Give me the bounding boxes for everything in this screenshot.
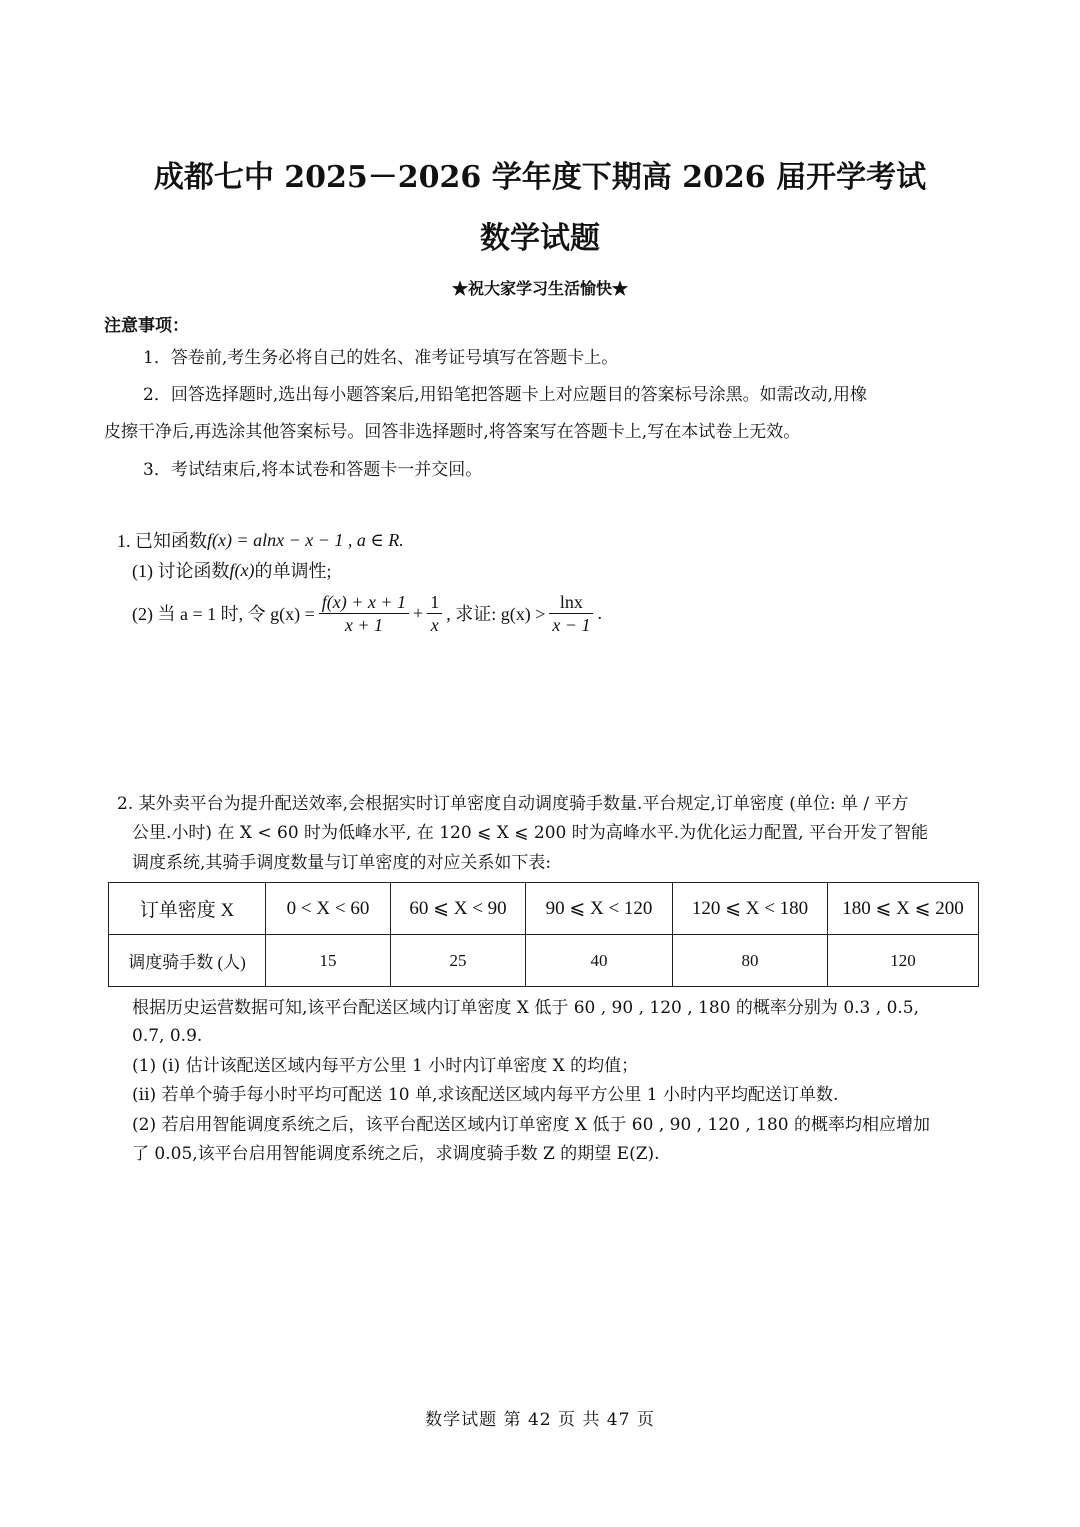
q1-stem-prefix: 1. 已知函数: [117, 531, 207, 551]
notice-item-2-line1: 2．回答选择题时,选出每小题答案后,用铅笔把答题卡上对应题目的答案标号涂黑。如需改动,用橡: [143, 385, 868, 405]
question-2-line-3: 调度系统,其骑手调度数量与订单密度的对应关系如下表:: [132, 853, 552, 873]
table-cell: 80: [673, 935, 828, 987]
fraction-denominator: x − 1: [552, 614, 591, 635]
table-cell: 25: [391, 935, 526, 987]
table-cell: 40: [526, 935, 673, 987]
question-2-after-1: 根据历史运营数据可知,该平台配送区域内订单密度 X 低于 60 , 90 , 120 , 180 的概率分别为 0.3 , 0.5,: [132, 998, 920, 1018]
question-2-part-1-ii: (ii) 若单个骑手每小时平均可配送 10 单,求该配送区域内每平方公里 1 小时内平均配送订单数.: [132, 1085, 839, 1105]
question-2-part-1-i: (1) (i) 估计该配送区域内每平方公里 1 小时内订单密度 X 的均值；: [132, 1056, 639, 1076]
exam-subtitle: 数学试题: [480, 221, 600, 256]
table-header-cell: 180 ⩽ X ⩽ 200: [828, 883, 979, 935]
q1-part1-fx: f(x): [229, 559, 255, 580]
table-cell: 15: [266, 935, 391, 987]
question-2-part-2-line-1: (2) 若启用智能调度系统之后，该平台配送区域内订单密度 X 低于 60 , 90 , 120 , 180 的概率均相应增加: [132, 1115, 930, 1135]
q1-part1-suffix: 的单调性;: [254, 561, 332, 581]
table-cell: 调度骑手数 (人): [109, 935, 266, 987]
fraction-g-main: [319, 591, 409, 636]
page-footer: 数学试题 第 42 页 共 47 页: [425, 1410, 655, 1430]
fraction-one-over-x: [427, 591, 442, 636]
question-1-part-2: [132, 588, 602, 638]
q1-part1-prefix: (1) 讨论函数: [132, 561, 230, 581]
table-row: [109, 883, 979, 935]
motto-text: ★祝大家学习生活愉快★: [451, 279, 628, 298]
question-1-stem: [117, 527, 404, 553]
table-header-cell: 订单密度 X: [109, 883, 266, 935]
table-cell: 120: [828, 935, 979, 987]
q1-part2-mid: , 求证: g(x) >: [446, 604, 546, 624]
table-header-cell: 0 < X < 60: [266, 883, 391, 935]
fraction-denominator: x + 1: [344, 614, 383, 635]
fraction-lnx: [549, 591, 593, 636]
q1-stem-formula: f(x) = alnx − x − 1 , a ∈ R.: [207, 529, 404, 550]
notice-heading: 注意事项：: [104, 316, 189, 336]
notice-item-2-line2: 皮擦干净后,再选涂其他答案标号。回答非选择题时,将答案写在答题卡上,写在本试卷上无效。: [104, 422, 801, 442]
q1-part2-prefix: (2) 当 a = 1 时, 令 g(x) =: [132, 604, 315, 624]
question-1-part-1: [132, 557, 332, 583]
question-2-line-2: 公里.小时) 在 X < 60 时为低峰水平, 在 120 ⩽ X ⩽ 200 时为高峰水平.为优化运力配置, 平台开发了智能: [132, 823, 928, 843]
table-row: [109, 935, 979, 987]
table-header-cell: 60 ⩽ X < 90: [391, 883, 526, 935]
question-2-part-2-line-2: 了 0.05,该平台启用智能调度系统之后，求调度骑手数 Z 的期望 E(Z).: [132, 1144, 660, 1164]
question-2-line-1: 2. 某外卖平台为提升配送效率,会根据实时订单密度自动调度骑手数量.平台规定,订单密度 (单位: 单 / 平方: [117, 794, 909, 814]
fraction-numerator: lnx: [549, 591, 593, 614]
density-table: [108, 882, 979, 987]
notice-item-1: 1．答卷前,考生务必将自己的姓名、准考证号填写在答题卡上。: [143, 348, 619, 368]
fraction-numerator: 1: [427, 591, 442, 614]
table-header-cell: 90 ⩽ X < 120: [526, 883, 673, 935]
question-2-after-2: 0.7, 0.9.: [132, 1026, 203, 1046]
table-header-cell: 120 ⩽ X < 180: [673, 883, 828, 935]
q1-part2-end: .: [597, 602, 602, 623]
notice-item-3: 3．考试结束后,将本试卷和答题卡一并交回。: [143, 460, 483, 480]
fraction-numerator: f(x) + x + 1: [319, 591, 409, 614]
fraction-denominator: x: [430, 614, 439, 635]
plus-sign: +: [413, 602, 424, 623]
exam-title: 成都七中 2025－2026 学年度下期高 2026 届开学考试: [153, 160, 927, 195]
